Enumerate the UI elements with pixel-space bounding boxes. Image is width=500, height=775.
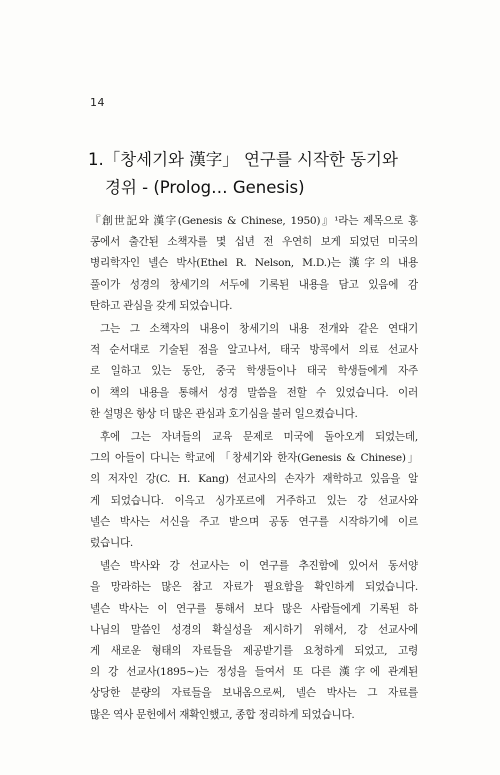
paragraph-line: 적 순서대로 기술된 점을 알고나서, 태국 방콕에서 의료 선교사 bbox=[90, 344, 418, 357]
paragraph-line: 그는 그 소책자의 내용이 창세기의 내용 전개와 같은 연대기 bbox=[100, 323, 418, 336]
paragraph-4 bbox=[90, 556, 418, 726]
paragraph-line: 그의 아들이 다니는 학교에 「창세기와 한자(Genesis & Chinese)」 bbox=[90, 452, 418, 465]
paragraph-line: 넬슨 박사와 강 선교사는 이 연구를 추진함에 있어서 동서양 bbox=[100, 560, 418, 573]
paragraph-line: 콩에서 출간된 소책자를 몇 십년 전 우연히 보게 되었던 미국의 bbox=[90, 236, 418, 249]
paragraph-line: 탄하고 관심을 갖게 되었습니다. bbox=[90, 299, 233, 312]
paragraph-line: 넬슨 박사는 이 연구를 통해서 보다 많은 사람들에게 기록된 하 bbox=[90, 602, 418, 615]
paragraph-line: 게 되었습니다. 이윽고 싱가포르에 거주하고 있는 강 선교사와 bbox=[90, 494, 418, 507]
paragraph-line: 병리학자인 넬슨 박사(Ethel R. Nelson, M.D.)는 漢字의 내용 bbox=[90, 257, 418, 270]
paragraph-line: 을 망라하는 많은 참고 자료가 필요함을 확인하게 되었습니다. bbox=[90, 581, 418, 594]
paragraph-1 bbox=[90, 211, 418, 317]
paragraph-line: 후에 그는 자녀들의 교육 문제로 미국에 돌아오게 되었는데, bbox=[100, 431, 418, 444]
paragraph-line: 한 설명은 항상 더 많은 관심과 호기심을 불러 일으켰습니다. bbox=[90, 407, 358, 420]
body-text bbox=[90, 211, 418, 726]
section-heading bbox=[88, 146, 428, 202]
paragraph-line: 『創世記와 漢字(Genesis & Chinese, 1950)』¹라는 제목으로 홍 bbox=[90, 215, 418, 227]
paragraph-line: 의 저자인 강(C. H. Kang) 선교사의 손자가 재학하고 있음을 알 bbox=[90, 473, 418, 486]
paragraph-line: 상당한 분량의 자료들을 보내옴으로써, 넬슨 박사는 그 자료를 bbox=[90, 687, 418, 700]
paragraph-line: 로 일하고 있는 동안, 중국 학생들이나 태국 학생들에게 자주 bbox=[90, 365, 418, 378]
paragraph-line: 넬슨 박사는 서신을 주고 받으며 공동 연구를 시작하기에 이르 bbox=[90, 515, 418, 528]
paragraph-line: 풀이가 성경의 창세기의 서두에 기록된 내용을 담고 있음에 감 bbox=[90, 278, 418, 291]
paragraph-2 bbox=[90, 319, 418, 425]
paragraph-line: 많은 역사 문헌에서 재확인했고, 종합 정리하게 되었습니다. bbox=[90, 708, 355, 721]
paragraph-3 bbox=[90, 427, 418, 554]
page-number: 14 bbox=[90, 96, 105, 109]
paragraph-line: 게 새로운 형태의 자료들을 제공받기를 요청하게 되었고, 고령 bbox=[90, 645, 418, 658]
paragraph-line: 의 강 선교사(1895~)는 정성을 들여서 또 다른 漢字에 관계된 bbox=[90, 666, 418, 679]
paragraph-line: 나님의 말씀인 성경의 확실성을 제시하기 위해서, 강 선교사에 bbox=[90, 623, 418, 636]
paragraph-line: 렀습니다. bbox=[90, 537, 134, 550]
section-heading-line-2: 경위 - (Prolog… Genesis) bbox=[105, 178, 305, 197]
paragraph-line: 이 책의 내용을 통해서 성경 말씀을 전할 수 있었습니다. 이러 bbox=[90, 386, 418, 399]
section-heading-line-1: 1.「창세기와 漢字」 연구를 시작한 동기와 bbox=[88, 150, 398, 169]
